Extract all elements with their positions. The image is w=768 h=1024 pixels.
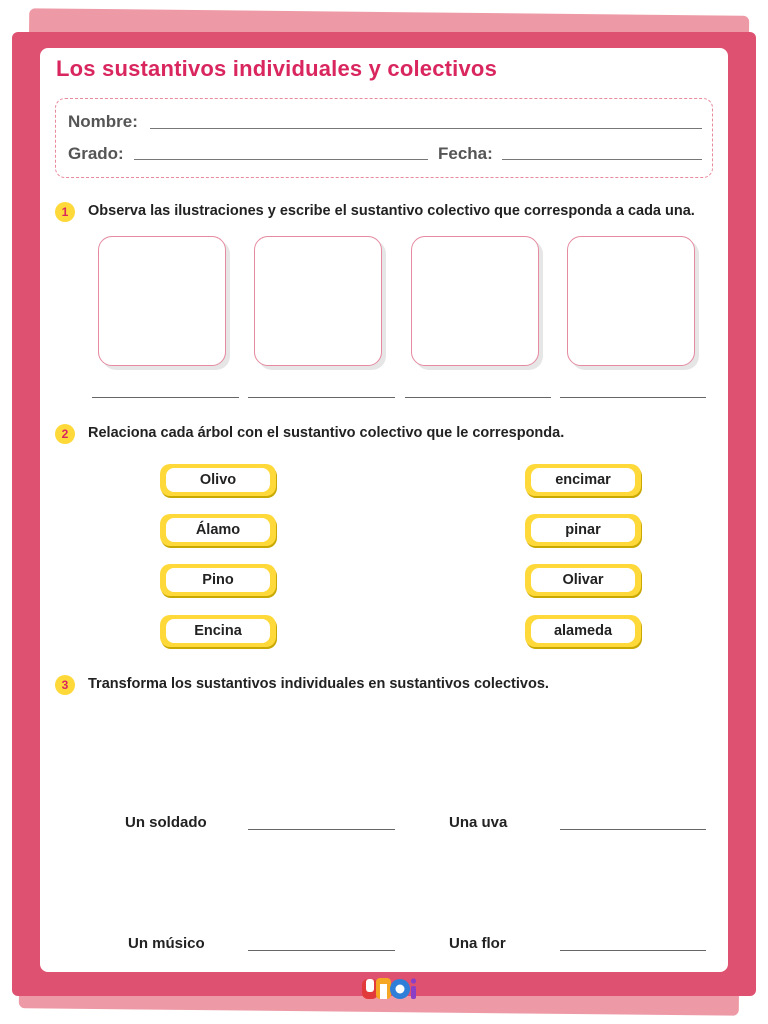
exercise2-instruction: Relaciona cada árbol con el sustantivo colectivo que le corresponda.: [88, 425, 565, 441]
exercise-number-badge: 2: [55, 424, 75, 444]
grade-field[interactable]: [134, 159, 428, 160]
tree-word: Pino: [166, 568, 270, 592]
individual-noun: Una uva: [449, 814, 508, 831]
collective-word: Olivar: [531, 568, 635, 592]
exercise3-instruction: Transforma los sustantivos individuales en sustantivos colectivos.: [88, 676, 549, 692]
illustration-box: [411, 236, 539, 366]
illustration-box: [98, 236, 226, 366]
tree-word-pill[interactable]: [160, 615, 276, 647]
tree-word-pill[interactable]: [160, 464, 276, 496]
date-label: Fecha:: [438, 144, 493, 163]
answer-line[interactable]: [92, 397, 239, 398]
answer-line[interactable]: [560, 397, 706, 398]
illustration-box: [567, 236, 695, 366]
individual-noun: Un soldado: [125, 814, 207, 831]
tree-word: Encina: [166, 619, 270, 643]
collective-word-pill[interactable]: [525, 464, 641, 496]
answer-line[interactable]: [560, 829, 706, 830]
answer-line[interactable]: [405, 397, 551, 398]
individual-noun: Un músico: [128, 935, 205, 952]
answer-line[interactable]: [248, 950, 395, 951]
tree-word-pill[interactable]: [160, 514, 276, 546]
individual-noun: Una flor: [449, 935, 506, 952]
name-label: Nombre:: [68, 112, 138, 131]
answer-line[interactable]: [248, 397, 395, 398]
collective-word: alameda: [531, 619, 635, 643]
exercise1-instruction: Observa las ilustraciones y escribe el sustantivo colectivo que corresponda a cada una.: [88, 203, 695, 219]
name-field[interactable]: [150, 128, 702, 129]
student-info-box: [55, 98, 713, 178]
worksheet-sheet: [40, 48, 728, 972]
exercise-number-badge: 1: [55, 202, 75, 222]
grade-label: Grado:: [68, 144, 124, 163]
date-field[interactable]: [502, 159, 702, 160]
collective-word-pill[interactable]: [525, 514, 641, 546]
collective-word: pinar: [531, 518, 635, 542]
illustration-box: [254, 236, 382, 366]
collective-word-pill[interactable]: [525, 564, 641, 596]
collective-word: encimar: [531, 468, 635, 492]
answer-line[interactable]: [248, 829, 395, 830]
exercise-number-badge: 3: [55, 675, 75, 695]
unoi-logo: [362, 976, 418, 1002]
collective-word-pill[interactable]: [525, 615, 641, 647]
worksheet-title: Los sustantivos individuales y colectivos: [56, 56, 498, 81]
tree-word: Álamo: [166, 518, 270, 542]
tree-word-pill[interactable]: [160, 564, 276, 596]
answer-line[interactable]: [560, 950, 706, 951]
tree-word: Olivo: [166, 468, 270, 492]
